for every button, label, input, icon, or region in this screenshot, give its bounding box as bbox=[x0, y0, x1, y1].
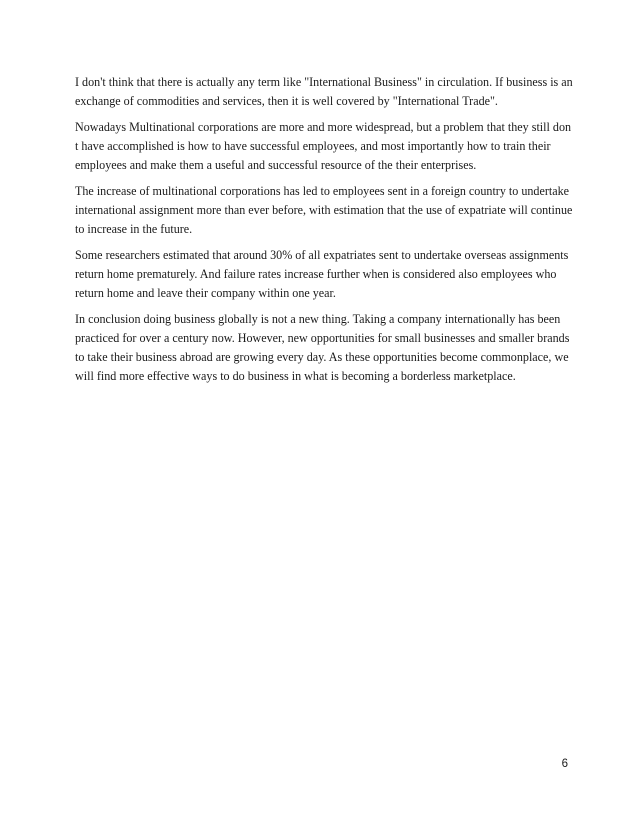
paragraph-1: I don't think that there is actually any term like "International Business" in circulation. If business is an exchange of commodities and services, then it is well covered by "International Trade". bbox=[75, 75, 573, 108]
paragraph-5: In conclusion doing business globally is not a new thing. Taking a company internationally has been practiced for over a century now. However, new opportunities for small businesses and smaller brands to take their business abroad are growing every day. As these opportunities become commonplace, we will find more effective ways to do business in what is becoming a borderless marketplace. bbox=[75, 312, 570, 383]
body-text bbox=[75, 73, 575, 393]
paragraph-4: Some researchers estimated that around 30% of all expatriates sent to undertake overseas assignments return home prematurely. And failure rates increase further when is considered also employees who return home and leave their company within one year. bbox=[75, 248, 569, 300]
page-number: 6 bbox=[561, 758, 568, 770]
paragraph-2: Nowadays Multinational corporations are more and more widespread, but a problem that they still don t have accomplished is how to have successful employees, and most importantly how to train their employees and make them a useful and successful resource of the their enterprises. bbox=[75, 120, 572, 172]
paragraph-3: The increase of multinational corporations has led to employees sent in a foreign country to undertake international assignment more than ever before, with estimation that the use of expatriate will continue to increase in the future. bbox=[75, 184, 573, 236]
